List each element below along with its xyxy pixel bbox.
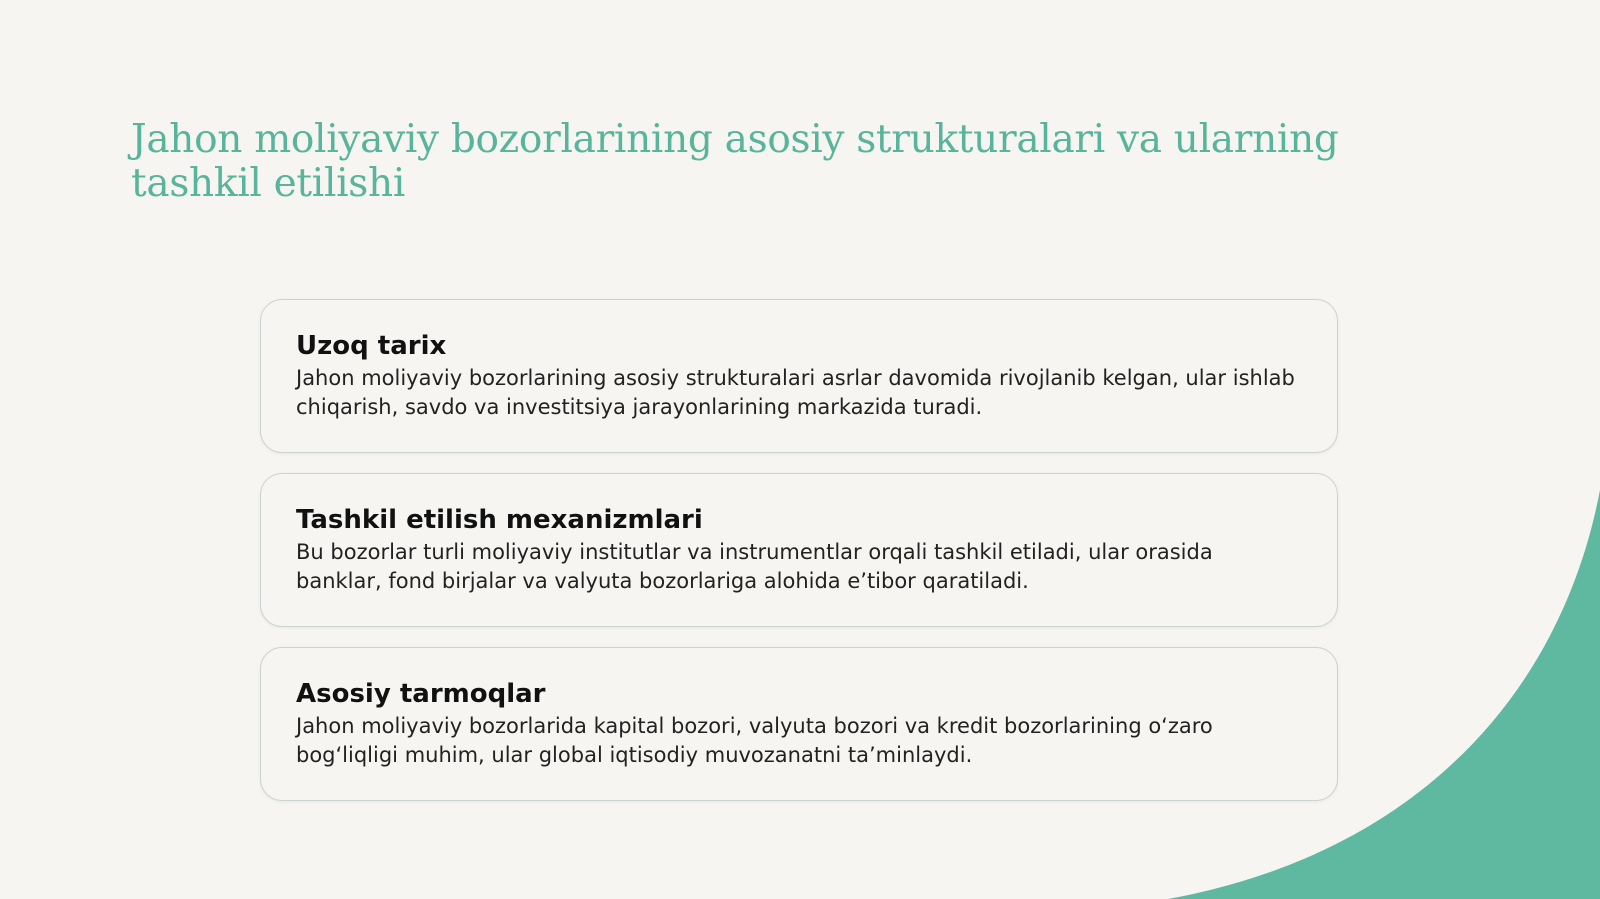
- info-card-asosiy-tarmoqlar: [260, 647, 1338, 801]
- card-heading: Uzoq tarix: [296, 331, 447, 361]
- slide-title: Jahon moliyaviy bozorlarining asosiy strukturalari va ularning tashkil etilishi: [131, 117, 1339, 206]
- card-text: Bu bozorlar turli moliyaviy institutlar va instrumentlar orqali tashkil etiladi, ular orasida banklar, fond birjalar va valyuta bozorlariga alohida e’tibor qaratiladi.: [296, 540, 1213, 593]
- card-heading: Tashkil etilish mexanizmlari: [296, 505, 703, 535]
- card-text: Jahon moliyaviy bozorlarida kapital bozori, valyuta bozori va kredit bozorlarining o‘zaro bog‘liqligi muhim, ular global iqtisodiy muvozanatni ta’minlaydi.: [296, 714, 1213, 767]
- info-card-uzoq-tarix: [260, 299, 1338, 453]
- info-card-tashkil-etilish: [260, 473, 1338, 627]
- card-heading: Asosiy tarmoqlar: [296, 679, 546, 709]
- card-text: Jahon moliyaviy bozorlarining asosiy strukturalari asrlar davomida rivojlanib kelgan, ular ishlab chiqarish, savdo va investitsiya jarayonlarining markazida turadi.: [296, 366, 1295, 419]
